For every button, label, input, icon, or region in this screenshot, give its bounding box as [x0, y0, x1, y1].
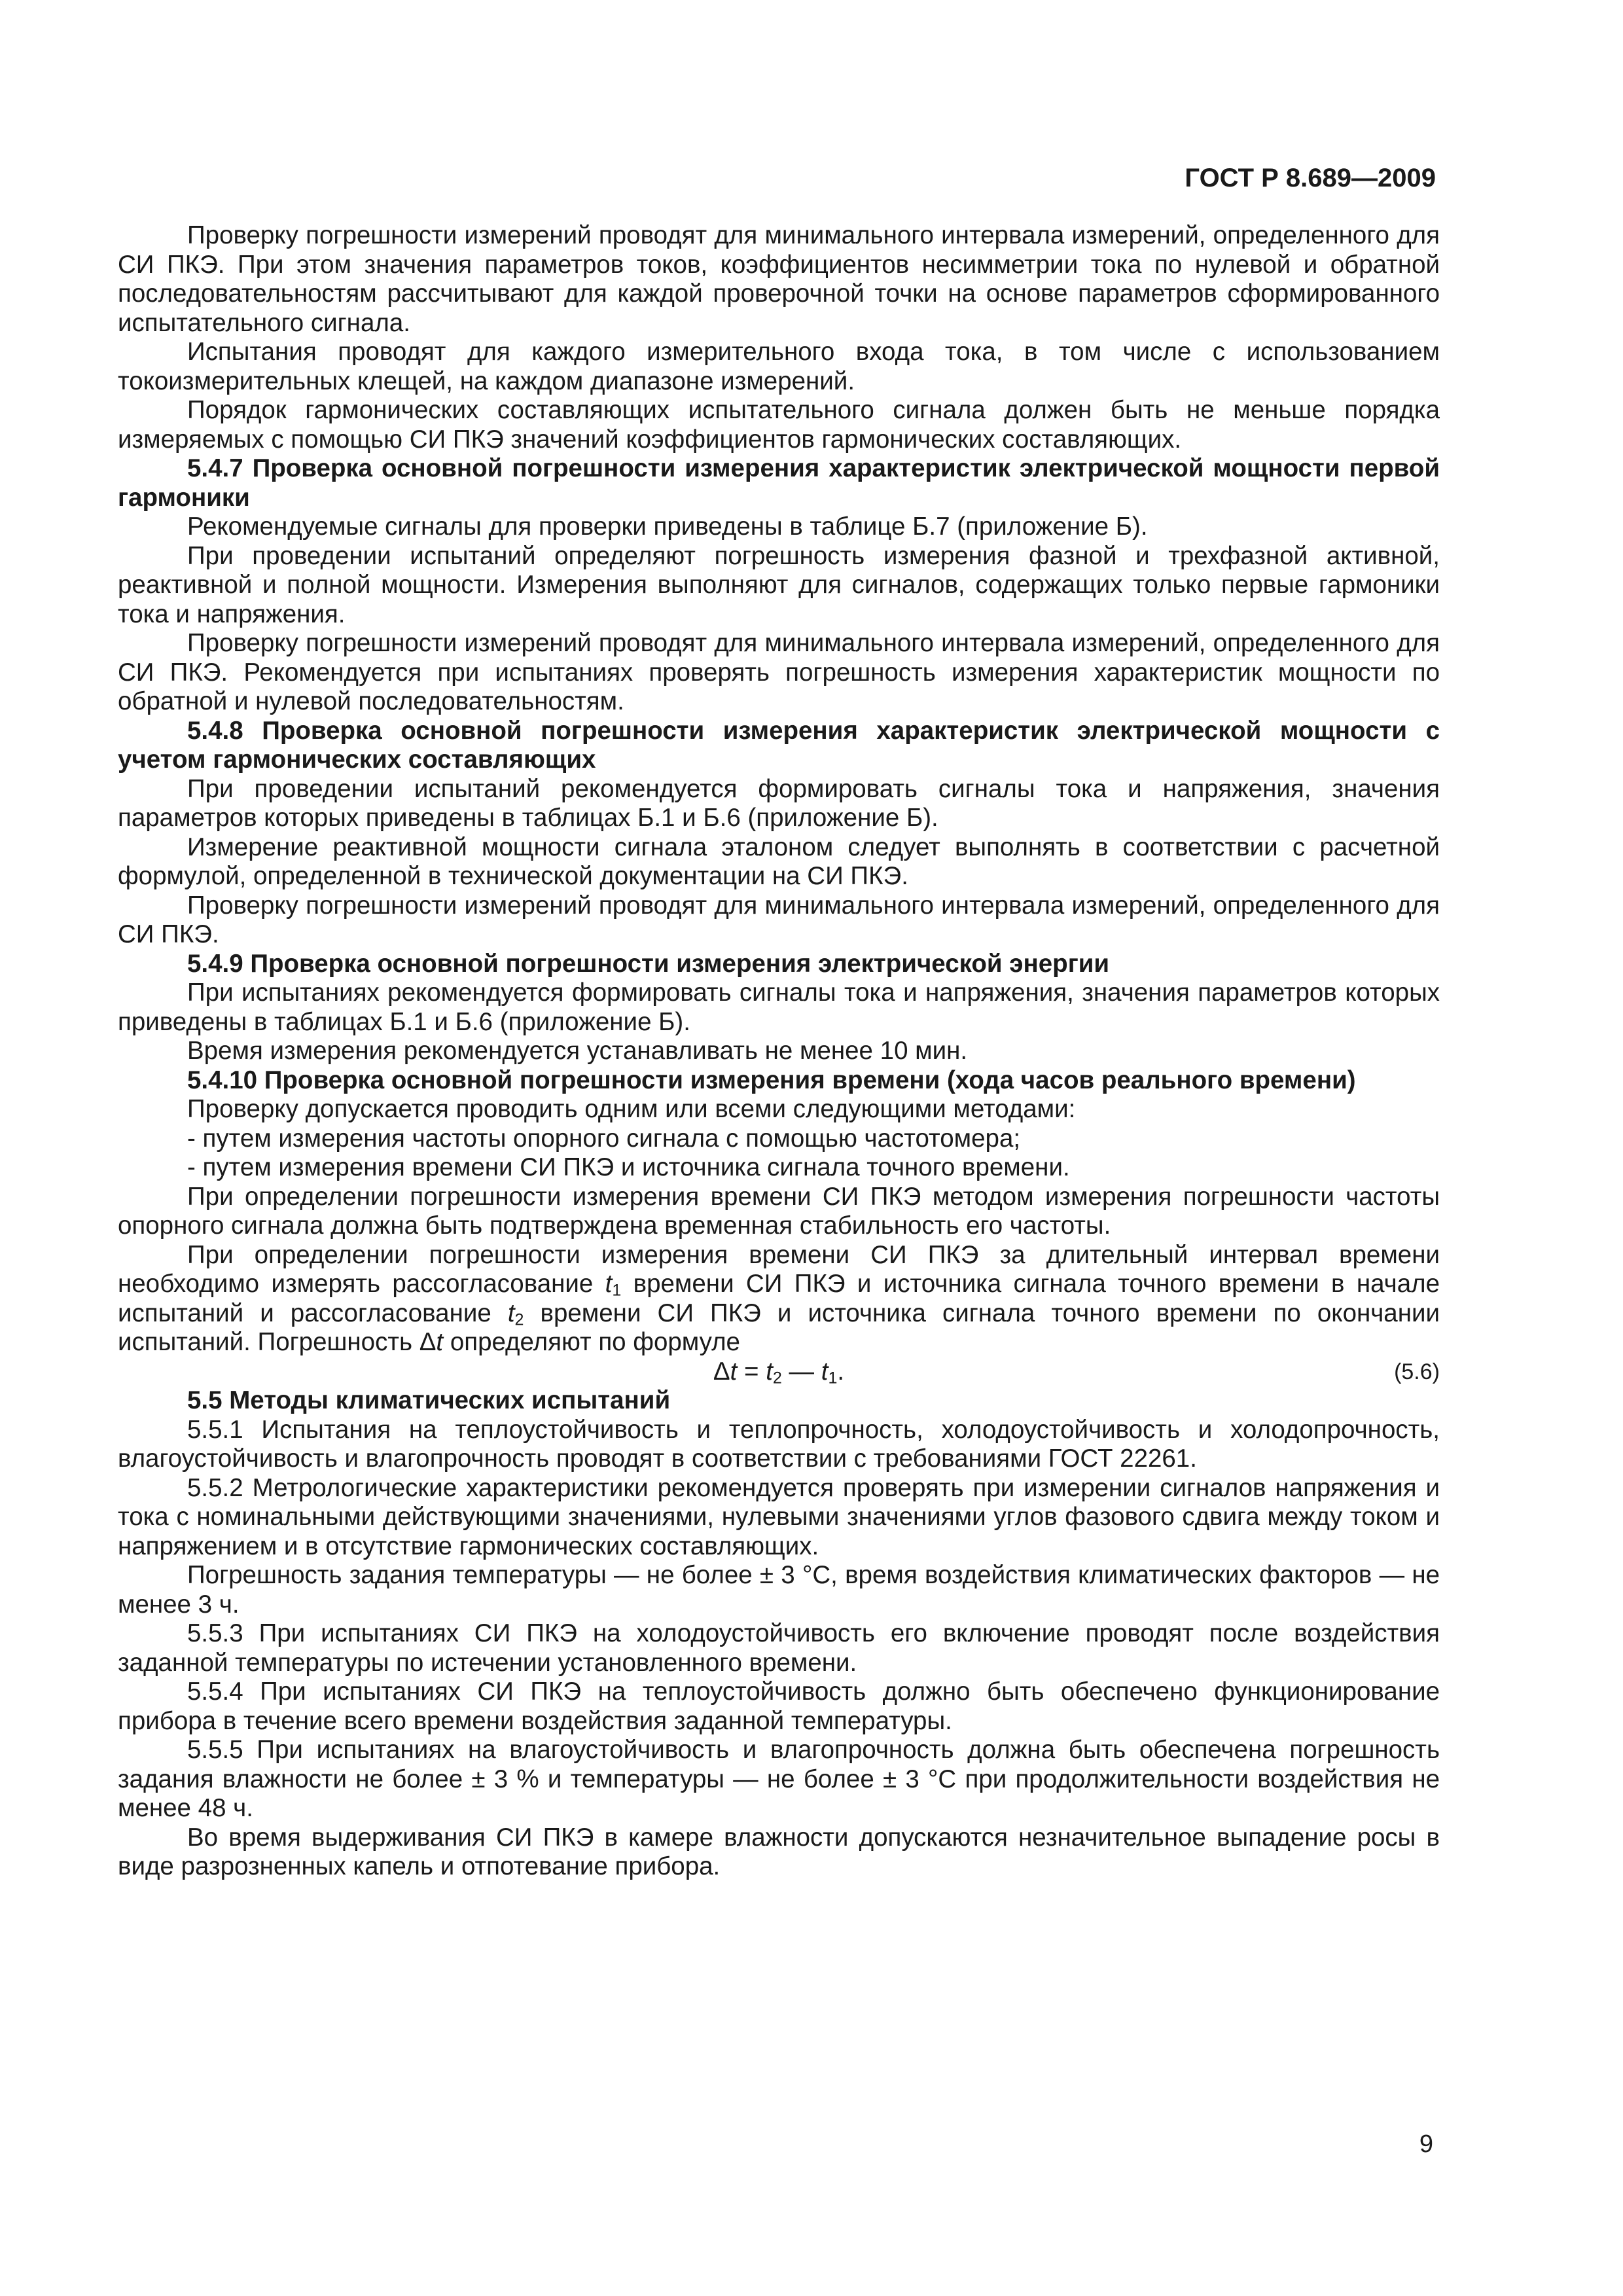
paragraph: Погрешность задания температуры — не более ± 3 °С, время воздействия климатических факторов — не менее 3 ч.	[118, 1561, 1440, 1619]
paragraph: 5.5.4 При испытаниях СИ ПКЭ на теплоустойчивость должно быть обеспечено функционирование прибора в течение всего времени воздействия заданной температуры.	[118, 1677, 1440, 1735]
paragraph: Испытания проводят для каждого измерительного входа тока, в том числе с использованием токоизмерительных клещей, на каждом диапазоне измерений.	[118, 338, 1440, 395]
paragraph: Измерение реактивной мощности сигнала эталоном следует выполнять в соответствии с расчетной формулой, определенной в технической документации на СИ ПКЭ.	[118, 833, 1440, 890]
paragraph: Рекомендуемые сигналы для проверки приведены в таблице Б.7 (приложение Б).	[187, 512, 1148, 541]
section-heading: 5.4.10 Проверка основной погрешности измерения времени (хода часов реального времени)	[187, 1066, 1356, 1094]
paragraph: Время измерения рекомендуется устанавливать не менее 10 мин.	[187, 1037, 968, 1065]
paragraph: Проверку погрешности измерений проводят для минимального интервала измерений, определенного для СИ ПКЭ. Рекомендуется при испытаниях проверять погрешность измерения характеристик мощности по обратной и нулевой последовательностям.	[118, 629, 1440, 715]
paragraph: - путем измерения частоты опорного сигнала с помощью частотомера;	[187, 1124, 1021, 1153]
section-heading: 5.4.8 Проверка основной погрешности измерения характеристик электрической мощности с учетом гармонических составляющих	[118, 716, 1440, 774]
page-number: 9	[1419, 2130, 1433, 2158]
paragraph: Проверку допускается проводить одним или всеми следующими методами:	[187, 1095, 1076, 1123]
paragraph: 5.5.2 Метрологические характеристики рекомендуется проверять при измерении сигналов напряжения и тока с номинальными действующими значениями, нулевыми значениями углов фазового сдвига между током и напряжением и в отсутствие гармонических составляющих.	[118, 1473, 1440, 1560]
equation-number: (5.6)	[1394, 1359, 1440, 1384]
paragraph: Порядок гармонических составляющих испытательного сигнала должен быть не меньше порядка измеряемых с помощью СИ ПКЭ значений коэффициентов гармонических составляющих.	[118, 396, 1440, 454]
paragraph: 5.5.1 Испытания на теплоустойчивость и теплопрочность, холодоустойчивость и холодопрочность, влагоустойчивость и влагопрочность проводят в соответствии с требованиями ГОСТ 22261.	[118, 1415, 1440, 1473]
section-5-5-paragraphs	[118, 1386, 1440, 1882]
section-heading: 5.4.9 Проверка основной погрешности измерения электрической энергии	[187, 949, 1110, 978]
paragraph: При проведении испытаний определяют погрешность измерения фазной и трехфазной активной, реактивной и полной мощности. Измерения выполняют для сигналов, содержащих только первые гармоники тока и напряжения.	[118, 541, 1440, 628]
paragraph: При проведении испытаний рекомендуется формировать сигналы тока и напряжения, значения параметров которых приведены в таблицах Б.1 и Б.6 (приложение Б).	[118, 774, 1440, 832]
paragraph: 5.5.5 При испытаниях на влагоустойчивость и влагопрочность должна быть обеспечена погрешность задания влажности не более ± 3 % и температуры — не более ± 3 °С при продолжительности воздействия не менее 48 ч.	[118, 1736, 1440, 1822]
paragraph: - путем измерения времени СИ ПКЭ и источника сигнала точного времени.	[187, 1153, 1070, 1181]
paragraph: При определении погрешности измерения времени СИ ПКЭ методом измерения погрешности частоты опорного сигнала должна быть подтверждена временная стабильность его частоты.	[118, 1182, 1440, 1240]
paragraph: Проверку погрешности измерений проводят для минимального интервала измерений, определенного для СИ ПКЭ. При этом значения параметров токов, коэффициентов несимметрии тока по нулевой и обратной последовательностям рассчитывают для каждой проверочной точки на основе параметров сформированного испытательного сигнала.	[118, 221, 1440, 337]
paragraph: Проверку погрешности измерений проводят для минимального интервала измерений, определенного для СИ ПКЭ.	[118, 891, 1440, 948]
document-header: ГОСТ Р 8.689—2009	[1185, 164, 1436, 192]
equation-5-6: $\Delta t = t_2$ — $t_1$. (5.6)	[713, 1357, 1440, 1387]
paragraph: 5.5.3 При испытаниях СИ ПКЭ на холодоустойчивость его включение проводят после воздействия заданной температуры по истечении установленного времени.	[118, 1619, 1440, 1677]
document-body	[118, 221, 1440, 1882]
section-5-4-paragraphs	[118, 221, 1440, 1241]
formula-intro-paragraph: При определении погрешности измерения времени СИ ПКЭ за длительный интервал времени необходимо измерять рассогласование $t_1$ времени СИ ПКЭ и источника сигнала точного времени в начале испытаний и рассогласование $t_2$ времени СИ ПКЭ и источника сигнала точного времени по окончании испытаний. Погрешность Δt определяют по формуле	[118, 1240, 1440, 1356]
paragraph: При испытаниях рекомендуется формировать сигналы тока и напряжения, значения параметров которых приведены в таблицах Б.1 и Б.6 (приложение Б).	[118, 978, 1440, 1036]
section-heading: 5.5 Методы климатических испытаний	[187, 1386, 671, 1414]
section-heading: 5.4.7 Проверка основной погрешности измерения характеристик электрической мощности первой гармоники	[118, 454, 1440, 512]
paragraph: Во время выдерживания СИ ПКЭ в камере влажности допускаются незначительное выпадение росы в виде разрозненных капель и отпотевание прибора.	[118, 1823, 1440, 1880]
